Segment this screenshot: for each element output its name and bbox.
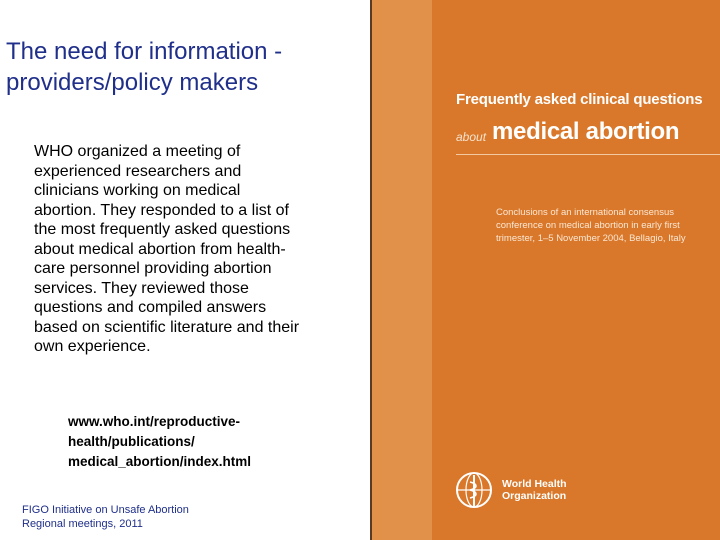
who-org-name-line-2: Organization xyxy=(502,490,567,502)
cover-divider xyxy=(456,154,720,155)
reference-url: www.who.int/reproductive-health/publications/ medical_abortion/index.html xyxy=(68,414,252,469)
footer-line-1: FIGO Initiative on Unsafe Abortion xyxy=(22,504,189,516)
cover-left-band xyxy=(372,0,432,540)
slide-footer xyxy=(22,504,242,531)
cover-subtitle: Conclusions of an international consensus conference on medical abortion in early first trimester, 1–5 November 2004, Bellagio, Italy xyxy=(496,207,686,244)
cover-heading: Frequently asked clinical questions xyxy=(456,91,703,108)
publication-cover-image xyxy=(370,0,720,540)
cover-main-title: medical abortion xyxy=(492,118,680,145)
cover-about: about xyxy=(456,130,487,144)
slide-title: The need for information - providers/policy makers xyxy=(6,38,283,96)
who-org-name-line-1: World Health xyxy=(502,478,567,490)
who-org-name xyxy=(502,478,567,502)
slide-body-text: WHO organized a meeting of experienced researchers and clinicians working on medical abortion. They responded to a list of the most frequently asked questions about medical abortion from health-care personnel providing abortion services. They reviewed those questions and compiled answers based on scientific literature and their own experience. xyxy=(34,143,300,355)
footer-line-2: Regional meetings, 2011 xyxy=(22,517,143,530)
who-emblem-icon xyxy=(454,470,494,510)
